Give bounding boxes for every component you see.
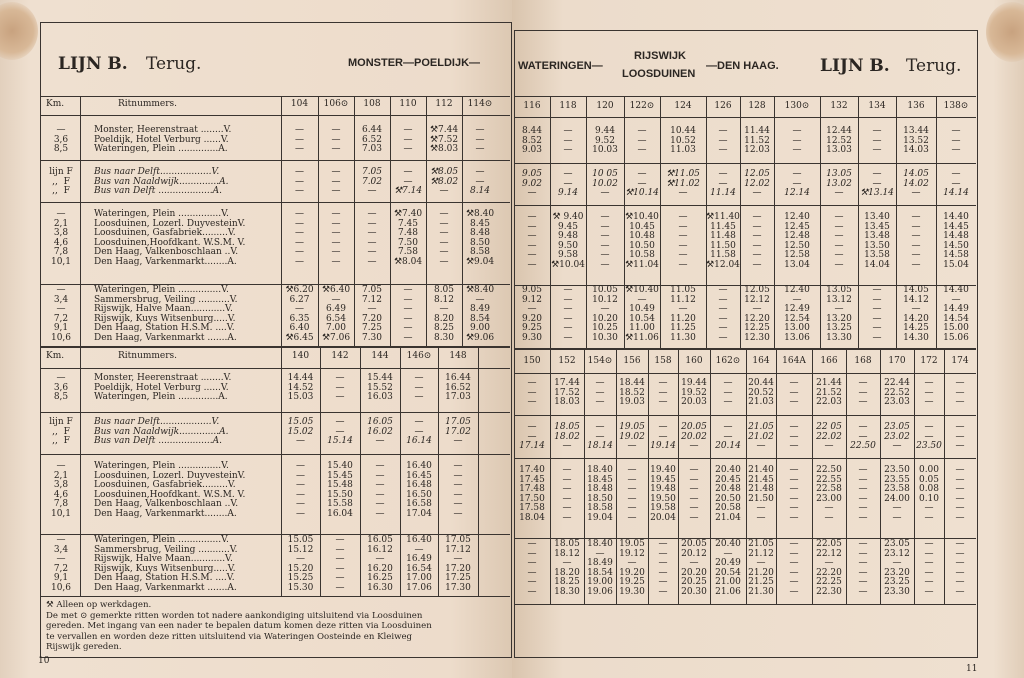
time-cell: — — — — — —	[658, 539, 668, 597]
time-cell: — — —	[527, 378, 537, 408]
time-cell: — — —	[955, 378, 965, 408]
train-number: 134	[868, 101, 886, 111]
train-number: 114⊙	[467, 99, 493, 109]
time-cell: 18.05 18.02 —	[554, 422, 580, 452]
train-number: 172	[920, 356, 938, 366]
train-number: 136	[907, 101, 925, 111]
train-number: 166	[820, 356, 838, 366]
time-cell: 9.05 9.02 —	[521, 169, 543, 199]
time-cell: — — — — — —	[911, 212, 921, 270]
time-cell: ⚒6.20 6.27 — 6.35 6.40 ⚒6.45	[285, 285, 314, 343]
time-cell: 21.44 21.52 22.03	[816, 378, 842, 408]
time-cell: — — — — — —	[295, 209, 304, 267]
station-name: Den Haag, Varkenmarkt........A.	[94, 257, 237, 267]
train-number: 158	[654, 356, 672, 366]
train-number: 118	[559, 101, 577, 111]
station-name: Wateringen, Plein ...............V.	[94, 285, 229, 295]
time-cell: 22 05 22.02 —	[816, 422, 842, 452]
time-cell: — — — — — —	[858, 465, 868, 523]
row-rule	[40, 96, 510, 97]
km-value: 4,6	[53, 489, 69, 500]
km-value: 3,6	[53, 382, 69, 393]
row-rule	[514, 205, 976, 206]
time-cell: 19.05 19.02 —	[619, 422, 645, 452]
time-cell: — — —	[403, 125, 413, 155]
time-cell: ⚒6.40 — 6.49 6.54 7.00 ⚒7.06	[321, 285, 351, 343]
km-value: 10,1	[50, 509, 72, 519]
time-cell: ⚒10.40 10.45 10.48 10.50 10.58 ⚒11.04	[625, 212, 659, 270]
time-cell: — — 19.14	[650, 422, 676, 452]
time-cell: — — — — — —	[627, 465, 637, 523]
km-value: —	[56, 554, 66, 565]
km-header: Km.	[46, 351, 65, 361]
km-value: —	[56, 461, 66, 471]
left-lijn-title: LIJN B.	[58, 54, 128, 74]
row-rule	[514, 96, 976, 97]
time-cell: 16.44 16.52 17.03	[445, 373, 471, 403]
train-number: 110	[399, 99, 417, 109]
time-cell: — — — — — —	[872, 285, 882, 343]
km-value: 8,5	[53, 392, 69, 403]
time-cell: 12.40 12.45 12.48 12.50 12.58 13.04	[784, 212, 810, 270]
train-number: 130⊙	[784, 101, 810, 111]
time-cell: 7.05 7.12 — 7.20 7.25 7.30	[361, 285, 383, 343]
time-cell: — — —	[718, 126, 728, 156]
right-route-denhaag: —DEN HAAG.	[706, 60, 779, 72]
time-cell: 22.44 22.52 23.03	[884, 378, 910, 408]
train-number: 108	[363, 99, 381, 109]
time-cell: 17.40 17.45 17.48 17.50 17.58 18.04	[519, 465, 545, 523]
time-cell: — — 22.50	[850, 422, 876, 452]
time-cell: — — —	[414, 373, 424, 403]
time-cell: 20.40 20.45 20.48 20.50 20.58 21.04	[715, 465, 741, 523]
column-rule	[478, 346, 479, 596]
time-cell: 15.05 15.02 —	[287, 417, 314, 447]
train-number: 104	[290, 99, 309, 109]
train-number: 160	[685, 356, 703, 366]
km-value: 4,6	[53, 237, 69, 248]
train-number: 146⊙	[406, 351, 432, 361]
time-cell: — — — — — —	[562, 465, 572, 523]
station-name: Den Haag, Varkenmarkt .......A.	[94, 333, 237, 343]
right-route-loosduinen: LOOSDUINEN	[622, 68, 696, 80]
time-cell: — — —	[872, 126, 882, 156]
km-value: —	[56, 125, 66, 135]
km-value: 9,1	[53, 323, 69, 334]
time-cell: 14.05 14.12 — 14.20 14.25 14.30	[903, 285, 929, 343]
time-cell: 9.05 9.12 — 9.20 9.25 9.30	[521, 285, 543, 343]
column-rule	[80, 96, 81, 596]
right-lijn-title: LIJN B.	[820, 56, 890, 76]
time-cell: — — — — — —	[834, 212, 844, 270]
time-cell: 15.05 15.12 — 15.20 15.25 15.30	[287, 535, 314, 593]
station-name: Den Haag, Valkenboschlaan ..V.	[94, 247, 239, 258]
station-name: Poeldijk, Hotel Verburg ......V.	[94, 382, 229, 393]
time-cell: — — — — — —	[375, 461, 385, 519]
km-value: 3,4	[53, 544, 69, 555]
time-cell: — — — — — —	[296, 461, 305, 519]
station-name: Loosduinen, Gasfabriek.........V.	[94, 480, 236, 491]
time-cell: — — — — — —	[858, 539, 868, 597]
station-name: Bus van Naaldwijk..............A.	[94, 426, 229, 437]
km-value: lijn F	[49, 417, 73, 427]
time-cell: 18.40 18.45 18.48 18.50 18.58 19.04	[587, 465, 613, 523]
time-cell: 14.40 — 14.49 14.54 15.00 15.06	[943, 285, 969, 343]
row-rule	[40, 160, 510, 161]
page-number-right: 11	[966, 664, 978, 674]
train-number: 126	[714, 101, 732, 111]
station-name: Bus van Delft ...................A.	[94, 186, 222, 197]
time-cell: — — —	[563, 126, 573, 156]
time-cell: — — — — — —	[600, 212, 610, 270]
station-name: Monster, Heerenstraat ........V.	[94, 125, 232, 135]
km-value: —	[56, 209, 66, 219]
time-cell: — — — — — —	[403, 285, 413, 343]
right-route-wateringen: WATERINGEN—	[518, 60, 603, 72]
train-number: 112	[435, 99, 453, 109]
station-name: Den Haag, Varkenmarkt .......A.	[94, 583, 237, 593]
station-name: Wateringen, Plein ...............V.	[94, 461, 229, 471]
time-cell: 14.05 14.02 —	[903, 169, 929, 199]
time-cell: — — —	[789, 378, 799, 408]
footnote: ⚒ Alleen op werkdagen. De met ⊙ gemerkte ritten worden tot nadere aankondiging uitsluitend via Loosduinen gereden. Met ingang van een nader te bepalen datum komen deze ritten via Loosduinen te vervallen en worden deze ritten uitsluitend via Wateringen Oosteinde en Kleiweg Rijswijk gereden.	[46, 600, 432, 653]
km-value: 7,8	[53, 499, 69, 510]
row-rule	[514, 163, 976, 164]
station-name: Bus van Delft ...................A.	[94, 436, 222, 447]
time-cell: ⚒7.44 ⚒7.52 ⚒8.03	[429, 125, 459, 155]
station-name: Den Haag, Varkenmarkt........A.	[94, 509, 237, 519]
time-cell: — — — — — —	[335, 535, 345, 593]
time-cell: 7.05 7.02 —	[361, 167, 383, 197]
train-number: 120	[596, 101, 614, 111]
station-name: Poeldijk, Hotel Verburg ......V.	[94, 134, 229, 145]
km-value: ,, F	[52, 426, 70, 437]
time-cell: 13.44 13.52 14.03	[903, 126, 929, 156]
station-name: Bus naar Delft..................V.	[94, 167, 220, 177]
time-cell: 0.00 0.05 0.08 0.10 — —	[918, 465, 940, 523]
station-name: Rijswijk, Kuys Witsenburg.....V.	[94, 563, 236, 574]
ritnummers-header: Ritnummers.	[118, 99, 178, 109]
time-cell: 12.05 12.02 —	[744, 169, 770, 199]
time-cell: 16.05 16.12 — 16.20 16.25 16.30	[367, 535, 393, 593]
time-cell: 19.05 19.12 — 19.20 19.25 19.30	[619, 539, 645, 597]
time-cell: ⚒11.40 11.45 11.48 11.50 11.58 ⚒12.04	[706, 212, 740, 270]
time-cell: 21.40 21.45 21.48 21.50 — —	[748, 465, 774, 523]
time-cell: ⚒ 9.40 9.45 9.48 9.50 9.58 ⚒10.04	[551, 212, 585, 270]
left-route-title: MONSTER—POELDIJK—	[348, 57, 481, 69]
time-cell: — — —	[331, 125, 341, 155]
time-cell: — — — — — —	[527, 539, 537, 597]
time-cell: 17.44 17.52 18.03	[554, 378, 580, 408]
time-cell: — — — — — —	[789, 465, 799, 523]
right-terug-title: Terug.	[906, 56, 962, 76]
station-name: Rijswijk, Halve Maan............V.	[94, 554, 233, 565]
time-cell: — — 15.14	[327, 417, 353, 447]
station-name: Loosduinen, Lozerl. DuyvesteinV.	[94, 470, 246, 481]
time-cell: — — — — — —	[439, 209, 449, 267]
time-cell: 13.05 13.12 — 13.20 13.25 13.30	[826, 285, 852, 343]
time-cell: — — — — — —	[718, 285, 728, 343]
train-number: 164A	[782, 356, 806, 366]
time-cell: 11.44 11.52 12.03	[744, 126, 770, 156]
time-cell: 14.40 14.45 14.48 14.50 14.58 15.04	[943, 212, 969, 270]
time-cell: — — — — — —	[453, 461, 463, 519]
row-rule	[40, 115, 510, 116]
train-number: 116	[523, 101, 541, 111]
time-cell: — — —	[789, 422, 799, 452]
station-name: Sammersbrug, Veiling ...........V.	[94, 544, 238, 555]
time-cell: — — — — — —	[955, 465, 965, 523]
station-name: Wateringen, Plein ...............V.	[94, 209, 229, 219]
time-cell: 17.05 17.12 — 17.20 17.25 17.30	[445, 535, 471, 593]
time-cell: ⚒7.40 7.45 7.48 7.50 7.58 ⚒8.04	[393, 209, 423, 267]
station-name: Bus naar Delft..................V.	[94, 417, 220, 427]
time-cell: 12.05 12.12 — 12.20 12.25 12.30	[744, 285, 770, 343]
station-name: Wateringen, Plein ..............A.	[94, 144, 228, 155]
time-cell: 23.05 23.02 —	[884, 422, 910, 452]
station-name: Bus van Naaldwijk..............A.	[94, 176, 229, 187]
row-rule	[40, 346, 510, 348]
time-cell: 12.40 — 12.49 12.54 13.00 13.06	[784, 285, 810, 343]
station-name: Rijswijk, Kuys Witsenburg.....V.	[94, 313, 236, 324]
train-number: 162⊙	[715, 356, 741, 366]
km-value: —	[56, 304, 66, 315]
ritnummers-header: Ritnummers.	[118, 351, 178, 361]
time-cell: 19.44 19.52 20.03	[681, 378, 707, 408]
time-cell: — — —	[858, 378, 868, 408]
time-cell: — — ⚒7.14	[393, 167, 423, 197]
km-header: Km.	[46, 99, 65, 109]
train-number: 164	[752, 356, 770, 366]
train-number: 124	[674, 101, 692, 111]
station-name: Loosduinen, Lozerl. DuyvesteinV.	[94, 218, 246, 229]
time-cell: — — —	[331, 167, 341, 197]
time-cell: 20.40 — 20.49 20.54 21.00 21.06	[715, 539, 741, 597]
time-cell: — — ⚒13.14	[860, 169, 894, 199]
time-cell: — — 18.14	[587, 422, 613, 452]
time-cell: — — —	[335, 373, 345, 403]
time-cell: — — — — — —	[367, 209, 377, 267]
km-value: 3,6	[53, 134, 69, 145]
time-cell: 22.05 22.12 — 22.20 22.25 22.30	[816, 539, 842, 597]
train-number: 174	[951, 356, 969, 366]
time-cell: — — — — — —	[924, 539, 934, 597]
row-rule	[514, 117, 976, 118]
time-cell: — — 16.14	[406, 417, 432, 447]
time-cell: 19.40 19.45 19.48 19.50 19.58 20.04	[650, 465, 676, 523]
time-cell: 23.05 23.12 — 23.20 23.25 23.30	[884, 539, 910, 597]
train-number: 138⊙	[943, 101, 969, 111]
train-number: 154⊙	[587, 356, 613, 366]
time-cell: — — ⚒10.14	[625, 169, 659, 199]
time-cell: 15.44 15.52 16.03	[367, 373, 393, 403]
km-value: 2,1	[53, 218, 69, 229]
row-rule	[40, 412, 510, 413]
time-cell: — — —	[658, 378, 668, 408]
km-value: ,, F	[52, 186, 70, 197]
station-name: Sammersbrug, Veiling ...........V.	[94, 294, 238, 305]
time-cell: 16.05 16.02 —	[367, 417, 393, 447]
km-value: 7,8	[53, 247, 69, 258]
right-route-rijswijk: RIJSWIJK	[634, 50, 686, 62]
time-cell: 20.05 20.12 — 20.20 20.25 20.30	[681, 539, 707, 597]
train-number: 170	[888, 356, 906, 366]
train-number: 132	[830, 101, 848, 111]
train-number: 144	[371, 351, 389, 361]
time-cell: 15.40 15.45 15.48 15.50 15.58 16.04	[327, 461, 353, 519]
time-cell: — — —	[951, 126, 961, 156]
time-cell: 16.40 — 16.49 16.54 17.00 17.06	[406, 535, 432, 593]
time-cell: — — —	[295, 125, 304, 155]
km-value: 8,5	[53, 144, 69, 155]
km-value: 3,8	[53, 228, 69, 239]
time-cell: — — 23.50	[916, 422, 942, 452]
time-cell: — — — — — —	[563, 285, 573, 343]
km-value: ,, F	[52, 176, 70, 187]
train-number: 150	[523, 356, 541, 366]
row-rule	[514, 604, 976, 605]
row-rule	[40, 202, 510, 203]
time-cell: 6.44 6.52 7.03	[361, 125, 383, 155]
time-cell: 9.44 9.52 10.03	[592, 126, 618, 156]
time-cell: — — — — — —	[678, 212, 688, 270]
time-cell: 21.05 21.12 — 21.20 21.25 21.30	[748, 539, 774, 597]
km-value: —	[56, 535, 66, 545]
train-number: 142	[331, 351, 349, 361]
time-cell: 20.44 20.52 21.03	[748, 378, 774, 408]
row-rule	[40, 454, 510, 455]
time-cell: 18.05 18.12 — 18.20 18.25 18.30	[554, 539, 580, 597]
time-cell: — — 20.14	[715, 422, 741, 452]
station-name: Loosduinen,Hoofdkant. W.S.M. V.	[94, 489, 246, 500]
time-cell: 10.44 10.52 11.03	[670, 126, 696, 156]
station-name: Monster, Heerenstraat ........V.	[94, 373, 232, 383]
km-value: 10,6	[50, 333, 72, 343]
km-value: 7,2	[53, 563, 69, 574]
time-cell: 17.05 17.02 —	[445, 417, 471, 447]
time-cell: — — — — — —	[955, 539, 965, 597]
station-name: Den Haag, Station H.S.M. ....V.	[94, 323, 235, 334]
station-name: Loosduinen, Gasfabriek.........V.	[94, 228, 236, 239]
time-cell: 18.40 — 18.49 18.54 19.00 19.06	[587, 539, 613, 597]
left-terug-title: Terug.	[146, 54, 202, 74]
time-cell: 23.50 23.55 23.58 24.00 — —	[884, 465, 910, 523]
km-value: 7,2	[53, 313, 69, 324]
time-cell: — — 9.14	[557, 169, 579, 199]
time-cell: — — —	[792, 126, 802, 156]
row-rule	[40, 596, 510, 597]
time-cell: — — —	[475, 125, 485, 155]
time-cell: — — — — — —	[789, 539, 799, 597]
km-value: —	[56, 373, 66, 383]
time-cell: 11.05 11.12 — 11.20 11.25 11.30	[670, 285, 696, 343]
km-value: 3,4	[53, 294, 69, 305]
station-name: Loosduinen,Hoofdkant. W.S.M. V.	[94, 237, 246, 248]
time-cell: ⚒8.40 8.45 8.48 8.50 8.58 ⚒9.04	[465, 209, 495, 267]
time-cell: — — 17.14	[519, 422, 545, 452]
time-cell: — — —	[637, 126, 647, 156]
time-cell: — — —	[295, 167, 304, 197]
train-number: 122⊙	[629, 101, 655, 111]
train-number: 128	[748, 101, 766, 111]
station-name: Wateringen, Plein ..............A.	[94, 392, 228, 403]
time-cell: — — —	[924, 378, 934, 408]
km-value: 10,1	[50, 257, 72, 267]
km-value: 3,8	[53, 480, 69, 491]
km-value: ,, F	[52, 436, 70, 447]
time-cell: 16.40 16.45 16.48 16.50 16.58 17.04	[406, 461, 432, 519]
time-cell: ⚒11.05 ⚒11.02 —	[666, 169, 700, 199]
time-cell: 10 05 10.02 —	[592, 169, 618, 199]
time-cell: 21.05 21.02 —	[748, 422, 774, 452]
time-cell: 20.05 20.02 —	[681, 422, 707, 452]
time-cell: 14.44 14.52 15.03	[287, 373, 314, 403]
train-number: 152	[558, 356, 576, 366]
time-cell: — — —	[955, 422, 965, 452]
page-number-left: 10	[38, 656, 50, 666]
train-number: 148	[449, 351, 467, 361]
time-cell: 10.05 10.12 — 10.20 10.25 10.30	[592, 285, 618, 343]
time-cell: ⚒10.40 — 10.49 10.54 11.00 ⚒11.06	[625, 285, 659, 343]
train-number: 156	[623, 356, 641, 366]
time-cell: — — 14.14	[943, 169, 969, 199]
station-name: Wateringen, Plein ...............V.	[94, 535, 229, 545]
time-cell: 8.44 8.52 9.03	[521, 126, 543, 156]
row-rule	[40, 368, 510, 369]
time-cell: — — 11.14	[710, 169, 736, 199]
train-number: 140	[291, 351, 310, 361]
time-cell: — — — — — —	[527, 212, 537, 270]
km-value: —	[56, 285, 66, 295]
station-name: Rijswijk, Halve Maan............V.	[94, 304, 233, 315]
time-cell: ⚒8.40 — 8.49 8.54 9.00 ⚒9.06	[465, 285, 495, 343]
train-number: 168	[854, 356, 872, 366]
time-cell: — — — — — —	[752, 212, 762, 270]
time-cell: — — — — — —	[331, 209, 341, 267]
time-cell: 8.05 8.12 — 8.20 8.25 8.30	[433, 285, 455, 343]
time-cell: ⚒8.05 ⚒8.02 —	[429, 167, 459, 197]
station-name: Den Haag, Valkenboschlaan ..V.	[94, 499, 239, 510]
time-cell: 22.50 22.55 22.58 23.00 — —	[816, 465, 842, 523]
time-cell: 13.40 13.45 13.48 13.50 13.58 14.04	[864, 212, 890, 270]
train-number: 106⊙	[323, 99, 349, 109]
km-value: 9,1	[53, 573, 69, 584]
station-name: Den Haag, Station H.S.M. ....V.	[94, 573, 235, 584]
time-cell: — — —	[723, 378, 733, 408]
km-value: lijn F	[49, 167, 73, 177]
time-cell: — — 12.14	[784, 169, 810, 199]
km-value: 10,6	[50, 583, 72, 593]
time-cell: 13.05 13.02 —	[826, 169, 852, 199]
time-cell: 18.44 18.52 19.03	[619, 378, 645, 408]
time-cell: 12.44 12.52 13.03	[826, 126, 852, 156]
time-cell: — — —	[595, 378, 605, 408]
km-value: 2,1	[53, 470, 69, 481]
time-cell: — — — — — —	[689, 465, 699, 523]
time-cell: — — 8.14	[469, 167, 491, 197]
